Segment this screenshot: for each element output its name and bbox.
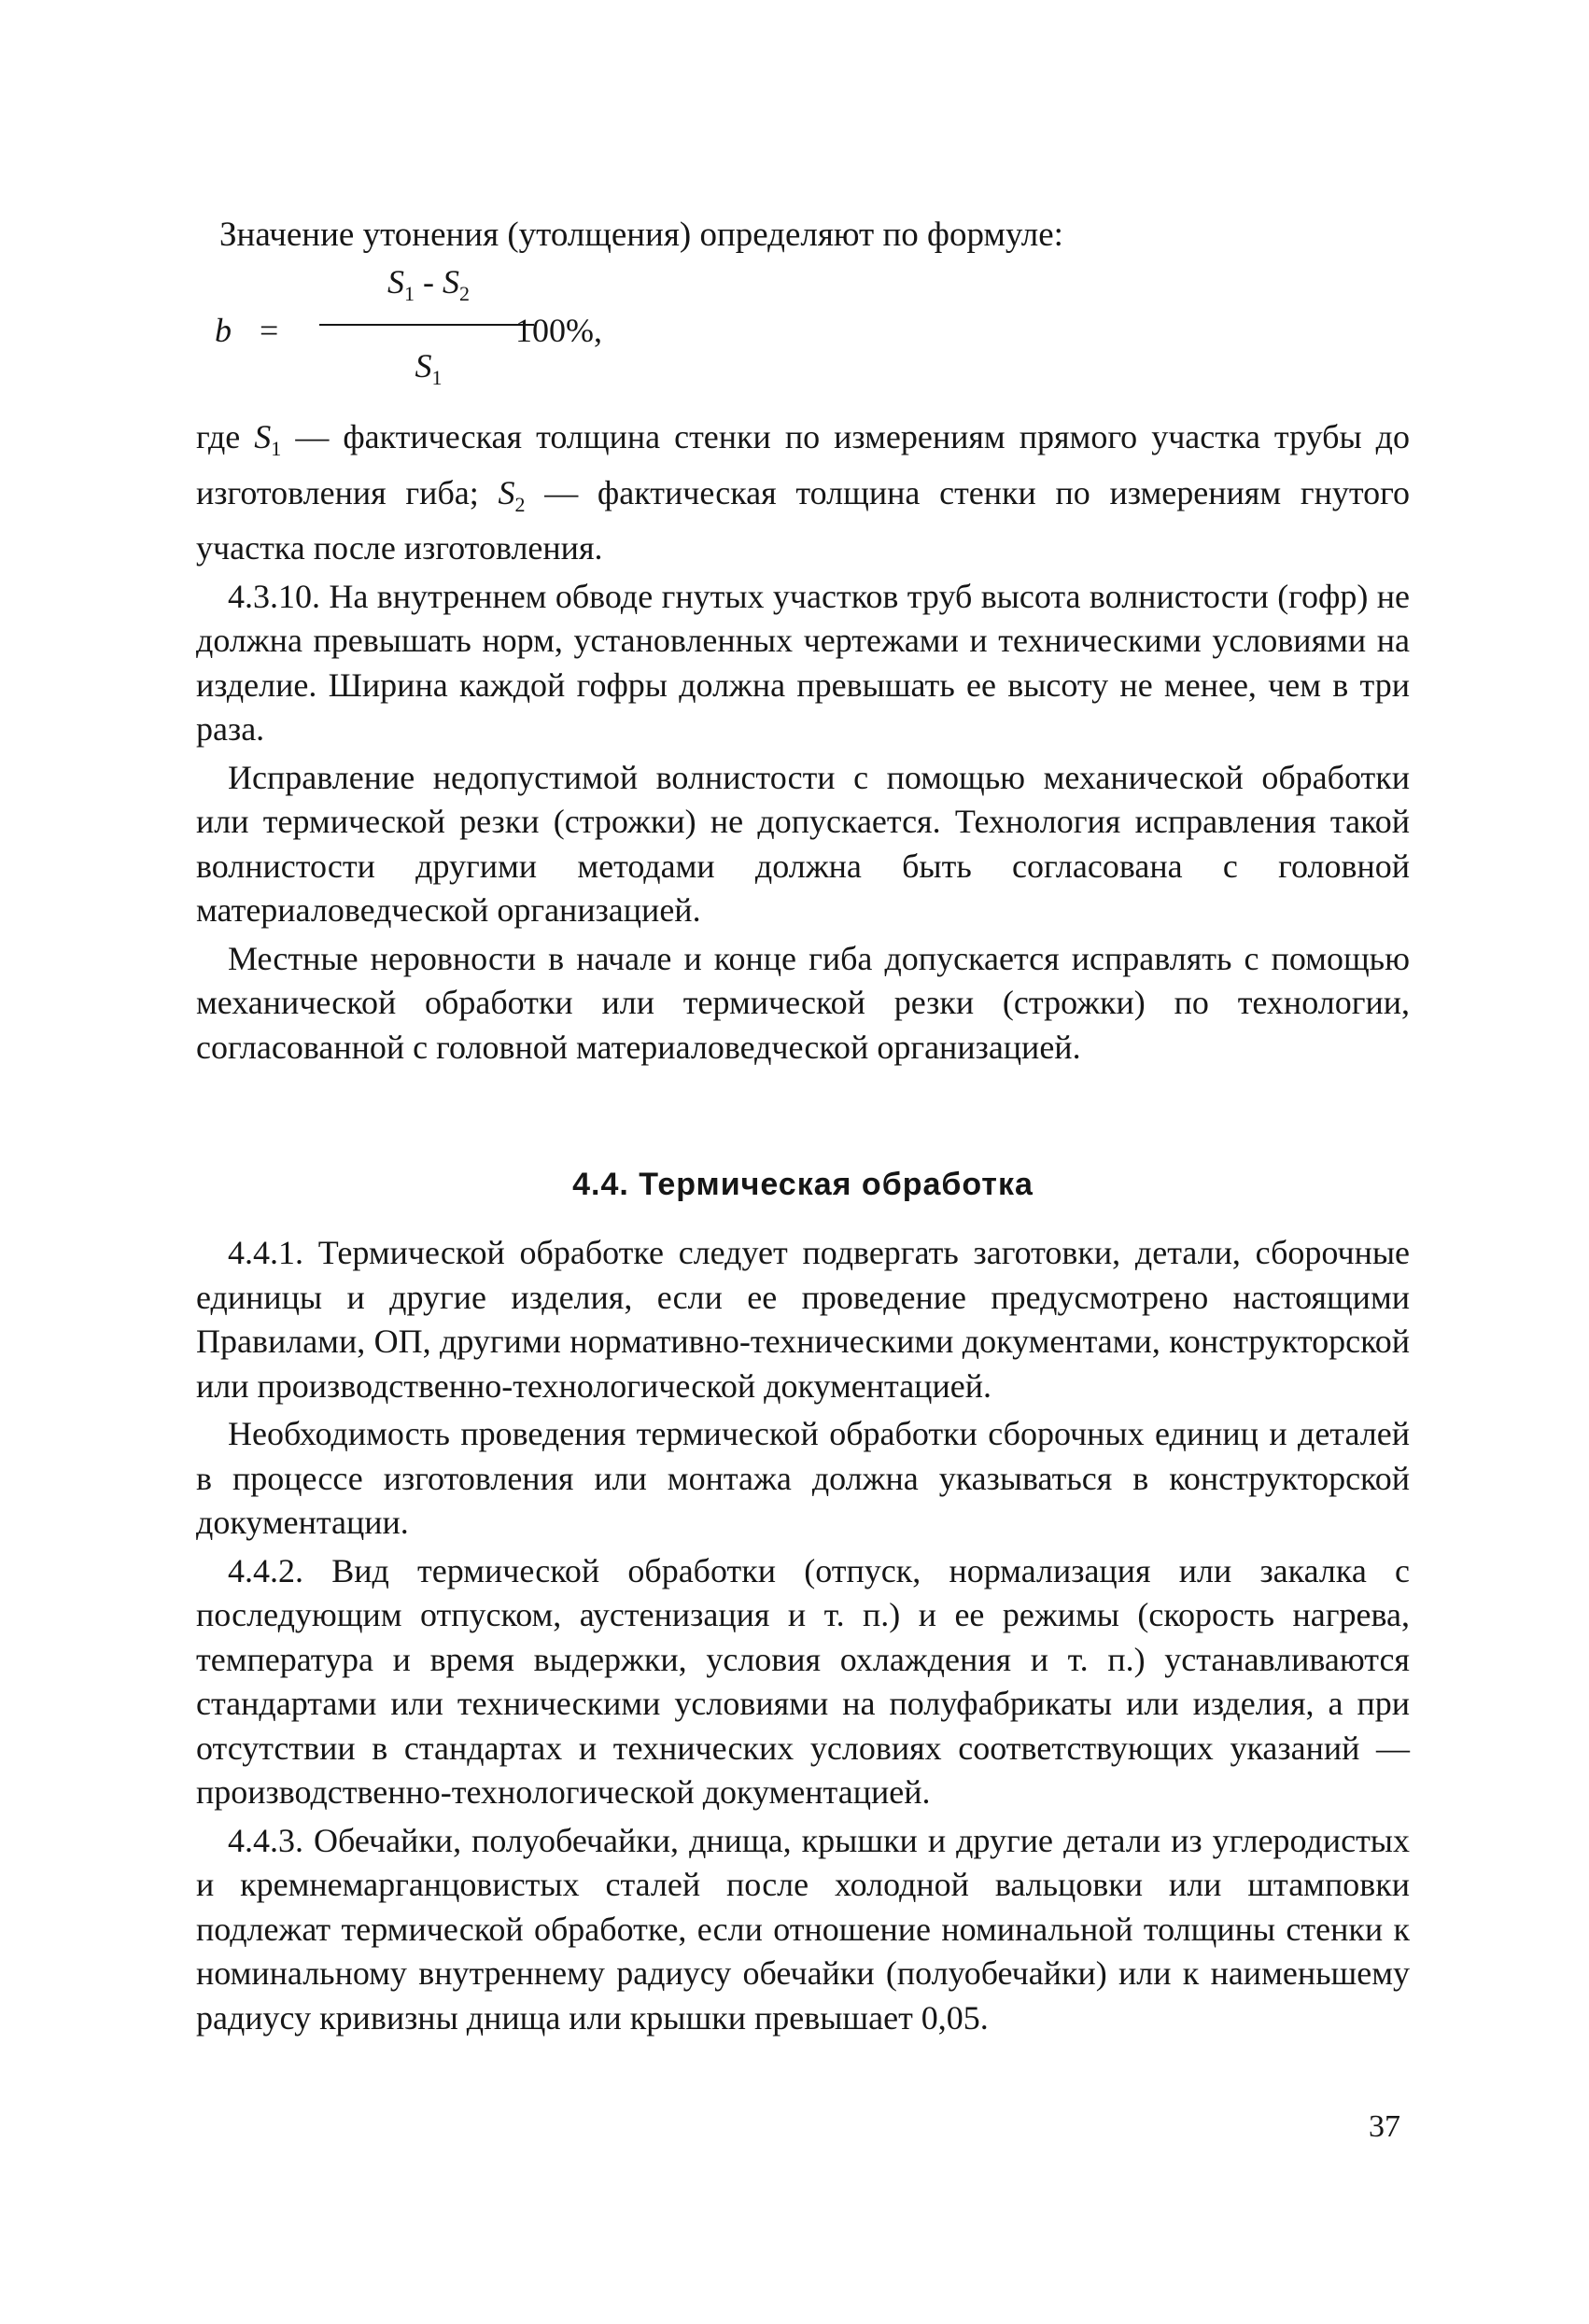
paragraph-4-4-3: 4.4.3. Обечайки, полуобечайки, днища, крышки и другие детали из углеродистых и кремнемарганцовистых сталей после холодной вальцовки или штамповки подлежат термической обработке, если отношение номинальной толщины стенки к номинальному внутреннему радиусу обечайки (полуобечайки) или к наименьшему радиусу кривизны днища или крышки превышает 0,05. bbox=[196, 1821, 1410, 2037]
document-page bbox=[196, 213, 1410, 2040]
paragraph-4-3-10: 4.3.10. На внутреннем обводе гнутых участков труб высота волнистости (гофр) не должна превышать норм, установленных чертежами и техническими условиями на изделие. Ширина каждой гофры должна превышать ее высоту не менее, чем в три раза. bbox=[196, 577, 1410, 749]
formula-intro: Значение утонения (утолщения) определяют по формуле: bbox=[219, 216, 1063, 254]
formula-percent: 100%, bbox=[515, 312, 602, 349]
formula-equals: = bbox=[260, 312, 279, 349]
paragraph-heat-treatment-need: Необходимость проведения термической обработки сборочных единиц и деталей в процессе изготовления или монтажа должна указываться в конструкторской документации. bbox=[196, 1415, 1410, 1542]
formula-lhs: b bbox=[215, 312, 232, 349]
paragraph-corrugation-fix: Исправление недопустимой волнистости с помощью механической обработки или термической резки (строжки) не допускается. Технология исправления такой волнистости другими методами должна быть согласована с головной материаловедческой организацией. bbox=[196, 758, 1410, 930]
thinning-formula bbox=[196, 257, 1410, 397]
paragraph-4-4-2: 4.4.2. Вид термической обработки (отпуск, нормализация или закалка с последующим отпуском, аустенизация и т. п.) и ее режимы (скорость нагрева, температура и время выдержки, условия охлаждения и т. п.) устанавливаются стандартами или техническими условиями на полуфабрикаты или изделия, а при отсутствии в стандартах и технических условиях соответствующих указаний — производственно-технологической документацией. bbox=[196, 1551, 1410, 1812]
formula-numerator: $S_1 - S_2$ bbox=[387, 263, 470, 306]
section-heading: 4.4. Термическая обработка bbox=[572, 1167, 1034, 1203]
paragraph-local-irregularities: Местные неровности в начале и конце гиба допускается исправлять с помощью механической обработки или термической резки (строжки) по технологии, согласованной с головной материаловедческой организацией. bbox=[196, 939, 1410, 1066]
formula-denominator: $S_1$ bbox=[415, 347, 443, 390]
page-number: 37 bbox=[1369, 2109, 1400, 2144]
fraction-bar bbox=[319, 324, 534, 326]
paragraph-4-4-1: 4.4.1. Термической обработке следует подвергать заготовки, детали, сборочные единицы и другие изделия, если ее проведение предусмотрено настоящими Правилами, ОП, другими нормативно-техническими документами, конструкторской или производственно-технологической документацией. bbox=[196, 1234, 1410, 1405]
variable-definitions: где $S_1$ — фактическая толщина стенки по измерениям прямого участка трубы до изготовления гиба; $S_2$ — фактическая толщина стенки по измерениям гнутого участка после изготовления. bbox=[196, 418, 1410, 567]
